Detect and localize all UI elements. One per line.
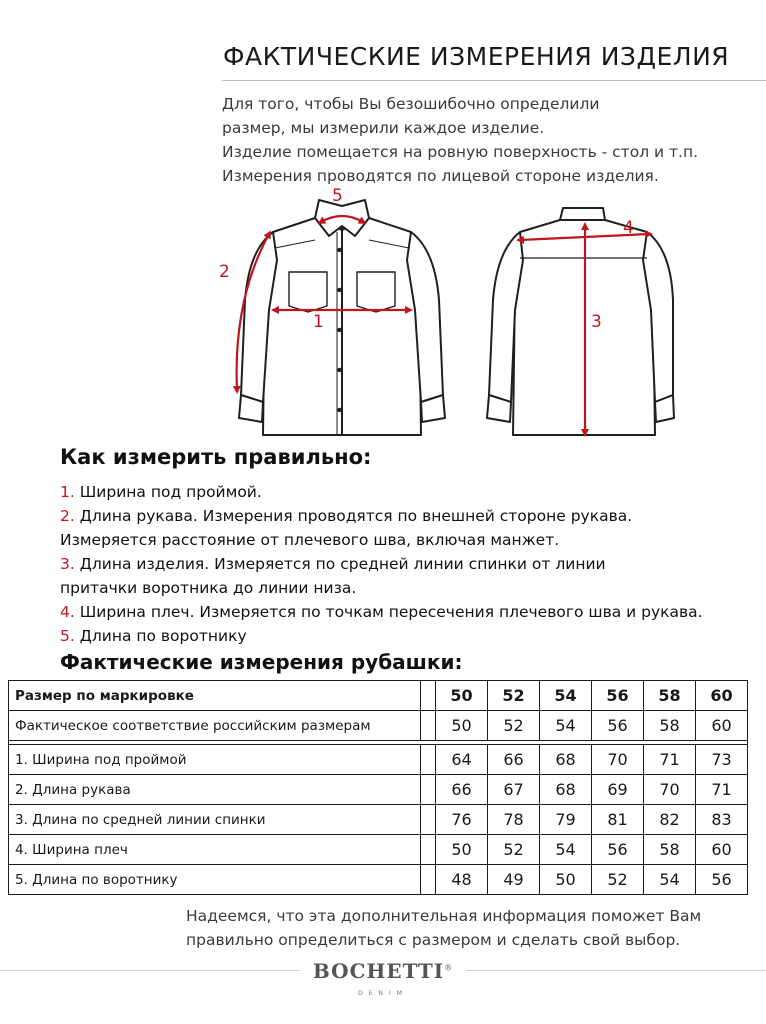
cell: 79 [540, 805, 592, 835]
header-label: Размер по маркировке [9, 681, 421, 711]
brand-subtitle: DENIM [358, 990, 408, 997]
shirt-diagram [215, 186, 675, 444]
cell: 56 [696, 865, 748, 895]
howto-text: Ширина под проймой. [74, 483, 262, 501]
howto-text: Длина рукава. Измерения проводятся по внешней стороне рукава. [74, 507, 633, 525]
cell: 52 [488, 835, 540, 865]
intro-line: Измерения проводятся по лицевой стороне изделия. [222, 167, 659, 185]
howto-item [60, 552, 703, 576]
howto-text: притачки воротника до линии низа. [60, 579, 357, 597]
cell: 71 [644, 745, 696, 775]
cell: 82 [644, 805, 696, 835]
cell: 73 [696, 745, 748, 775]
cell: 54 [540, 835, 592, 865]
size-col: 58 [644, 681, 696, 711]
howto-num: 2. [60, 507, 75, 525]
intro-line: Для того, чтобы Вы безошибочно определили [222, 95, 600, 113]
shirt-illustration [215, 190, 675, 440]
cell: 50 [540, 865, 592, 895]
marker-2: 2 [219, 262, 230, 282]
howto-num: 1. [60, 483, 75, 501]
cell: 50 [436, 711, 488, 741]
table-row [9, 711, 748, 741]
howto-text: Длина по воротнику [74, 627, 247, 645]
cell: 60 [696, 711, 748, 741]
marker-4: 4 [623, 218, 634, 238]
cell: 48 [436, 865, 488, 895]
row-label: 3. Длина по средней линии спинки [9, 805, 421, 835]
table-row [9, 775, 748, 805]
page-title: ФАКТИЧЕСКИЕ ИЗМЕРЕНИЯ ИЗДЕЛИЯ [223, 42, 730, 71]
intro-line: Изделие помещается на ровную поверхность - стол и т.п. [222, 143, 699, 161]
marker-5: 5 [332, 186, 343, 206]
howto-num: 5. [60, 627, 75, 645]
cell: 58 [644, 711, 696, 741]
cell: 81 [592, 805, 644, 835]
cell: 66 [436, 775, 488, 805]
howto-heading: Как измерить правильно: [60, 445, 372, 469]
brand-mark: ® [444, 963, 454, 973]
cell: 66 [488, 745, 540, 775]
howto-num: 4. [60, 603, 75, 621]
marker-3: 3 [591, 312, 602, 332]
cell: 70 [644, 775, 696, 805]
cell: 58 [644, 835, 696, 865]
table-row [9, 835, 748, 865]
table-heading: Фактические измерения рубашки: [60, 650, 463, 674]
cell: 56 [592, 711, 644, 741]
howto-item [60, 600, 703, 624]
closing-line: правильно определиться с размером и сделать свой выбор. [186, 931, 681, 949]
howto-list [60, 480, 703, 648]
cell: 50 [436, 835, 488, 865]
table-row [9, 805, 748, 835]
cell: 71 [696, 775, 748, 805]
shirt-back [487, 208, 674, 435]
howto-text: Измеряется расстояние от плечевого шва, включая манжет. [60, 531, 560, 549]
size-table [8, 680, 748, 895]
intro-line: размер, мы измерили каждое изделие. [222, 119, 545, 137]
howto-text: Длина изделия. Измеряется по средней линии спинки от линии [74, 555, 606, 573]
cell: 70 [592, 745, 644, 775]
howto-text: Ширина плеч. Измеряется по точкам пересечения плечевого шва и рукава. [74, 603, 703, 621]
cell: 60 [696, 835, 748, 865]
cell: 52 [592, 865, 644, 895]
shirt-front [239, 200, 445, 435]
cell: 54 [644, 865, 696, 895]
row-label: 1. Ширина под проймой [9, 745, 421, 775]
cell: 56 [592, 835, 644, 865]
size-col: 50 [436, 681, 488, 711]
size-col: 60 [696, 681, 748, 711]
brand-logo [0, 959, 766, 983]
closing-line: Надеемся, что эта дополнительная информация поможет Вам [186, 907, 702, 925]
table-row [9, 745, 748, 775]
size-col: 52 [488, 681, 540, 711]
table-header-row [9, 681, 748, 711]
howto-item [60, 624, 703, 648]
size-col: 54 [540, 681, 592, 711]
cell: 64 [436, 745, 488, 775]
row-label: 2. Длина рукава [9, 775, 421, 805]
row-label: 4. Ширина плеч [9, 835, 421, 865]
howto-item [60, 480, 703, 504]
size-col: 56 [592, 681, 644, 711]
cell: 52 [488, 711, 540, 741]
cell: 68 [540, 745, 592, 775]
row-label: 5. Длина по воротнику [9, 865, 421, 895]
closing-note [186, 904, 701, 952]
cell: 76 [436, 805, 488, 835]
title-divider [222, 80, 766, 81]
cell: 67 [488, 775, 540, 805]
cell: 83 [696, 805, 748, 835]
howto-num: 3. [60, 555, 75, 573]
howto-item [60, 576, 703, 600]
cell: 54 [540, 711, 592, 741]
cell: 69 [592, 775, 644, 805]
cell: 49 [488, 865, 540, 895]
howto-item [60, 528, 703, 552]
cell: 78 [488, 805, 540, 835]
howto-item [60, 504, 703, 528]
row-label: Фактическое соответствие российским размерам [9, 711, 421, 741]
table-row [9, 865, 748, 895]
brand-name: BOCHETTI [312, 959, 445, 983]
intro-text [222, 92, 762, 188]
cell: 68 [540, 775, 592, 805]
marker-1: 1 [313, 312, 324, 332]
